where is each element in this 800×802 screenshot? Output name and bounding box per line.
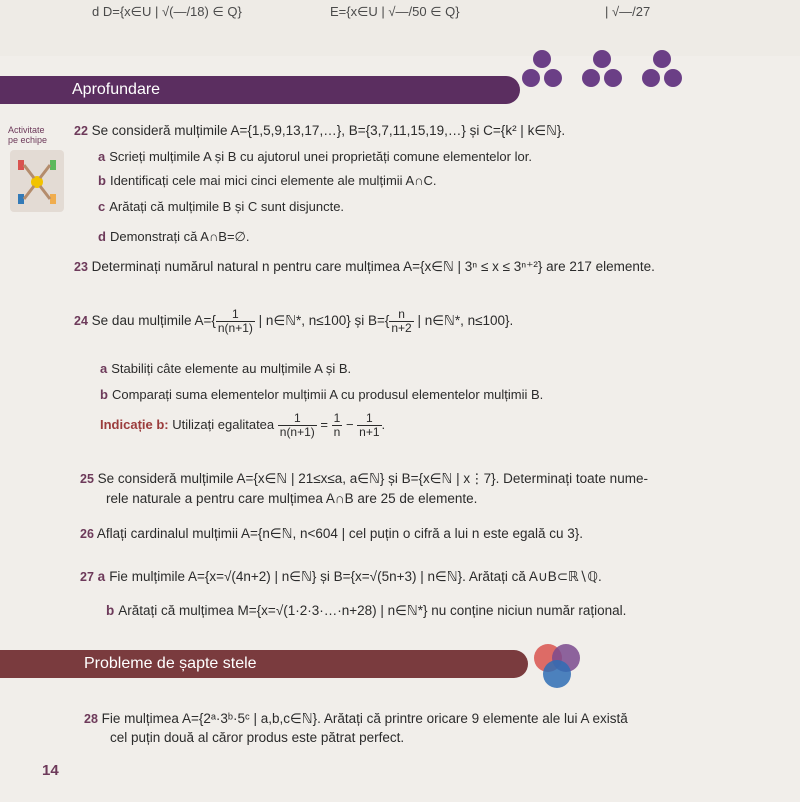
problem-22-d: d Demonstrați că A∩B=∅.	[98, 229, 250, 244]
problem-22-b: b Identificați cele mai mici cinci elemente ale mulțimii A∩C.	[98, 173, 437, 188]
problem-23: 23 Determinați numărul natural n pentru care mulțimea A={x∈ℕ | 3ⁿ ≤ x ≤ 3ⁿ⁺²} are 217 elemente.	[74, 259, 655, 274]
problem-22	[74, 122, 565, 140]
problem-24: 24 Se dau mulțimile A={ $\frac{1}{n(n+1)}$ | n∈ℕ*, n≤100} și B={ $\frac{n}{n+2}$ | n∈ℕ*, n≤100}.	[74, 306, 514, 335]
team-activity-illustration	[10, 150, 64, 212]
problem-25: 25 Se consideră mulțimile A={x∈ℕ | 21≤x≤a, a∈ℕ} și B={x∈ℕ | x⋮7}. Determinați toate nume-	[80, 471, 648, 486]
page-number: 14	[42, 762, 59, 779]
problem-24-a: a Stabiliți câte elemente au mulțimile A și B.	[100, 361, 352, 376]
problem-27-a: 27 a Fie mulțimile A={x=√(4n+2) | n∈ℕ} și B={x=√(5n+3) | n∈ℕ}. Arătați că A∪B⊂ℝ∖ℚ.	[80, 569, 602, 584]
trefoil-icon	[642, 50, 682, 87]
problem-22-a: a Scrieți mulțimile A și B cu ajutorul unei proprietăți comune elementelor lor.	[98, 149, 532, 164]
team-hands-icon	[10, 150, 64, 212]
problem-22-c: c Arătați că mulțimile B și C sunt disjuncte.	[98, 199, 345, 214]
hint-fraction-lhs: $\frac{1}{n(n+1)}$	[279, 411, 315, 440]
problem-number: 22	[74, 124, 88, 138]
problem-27-b: b Arătați că mulțimea M={x=√(1·2·3·…·n+28) | n∈ℕ*} nu conține niciun număr rațional.	[106, 603, 627, 618]
venn-diagram-icon	[530, 640, 584, 694]
problem-text: Se consideră mulțimile A={1,5,9,13,17,…}, B={3,7,11,15,19,…} și C={k² | k∈ℕ}.	[91, 123, 566, 138]
section-header-aprofundare	[0, 76, 520, 104]
problem-24-hint: Indicație b: Utilizați egalitatea $\frac{1}{n(n+1)}$ = $\frac{1}{n}$ − $\frac{1}{n+1}$ .	[100, 411, 386, 440]
section-header-seven-stars	[0, 650, 528, 678]
section-title: Aprofundare	[72, 81, 161, 98]
fraction-a: $\frac{1}{n(n+1)}$	[217, 306, 253, 335]
fraction-b: $\frac{n}{n+2}$	[391, 306, 412, 335]
section-title: Probleme de șapte stele	[84, 655, 257, 672]
top-fragment-right: | √—/27	[605, 4, 651, 19]
decorative-trefoil-icons	[512, 46, 688, 94]
trefoil-icon	[582, 50, 622, 87]
problem-24-b: b Comparați suma elementelor mulțimii A cu produsul elementelor mulțimii B.	[100, 387, 544, 402]
hint-fraction-r1: $\frac{1}{n}$	[333, 411, 341, 440]
top-fragment-mid: E={x∈U | √—/50 ∈ Q}	[330, 4, 460, 19]
problem-28: 28 Fie mulțimea A={2ᵃ·3ᵇ·5ᶜ | a,b,c∈ℕ}. Arătați că printre oricare 9 elemente ale lui A există	[84, 711, 628, 726]
hint-fraction-r2: $\frac{1}{n+1}$	[359, 411, 380, 440]
team-activity-badge: Activitate pe echipe	[8, 125, 48, 145]
trefoil-icon	[522, 50, 562, 87]
problem-28-cont: cel puțin două al căror produs este pătrat perfect.	[110, 730, 405, 745]
problem-26: 26 Aflați cardinalul mulțimii A={n∈ℕ, n<604 | cel puțin o cifră a lui n este egală cu 3}.	[80, 526, 584, 541]
problem-25-cont: rele naturale a pentru care mulțimea A∩B are 25 de elemente.	[106, 491, 478, 506]
top-fragment-left: d D={x∈U | √(—/18) ∈ Q}	[92, 4, 242, 19]
